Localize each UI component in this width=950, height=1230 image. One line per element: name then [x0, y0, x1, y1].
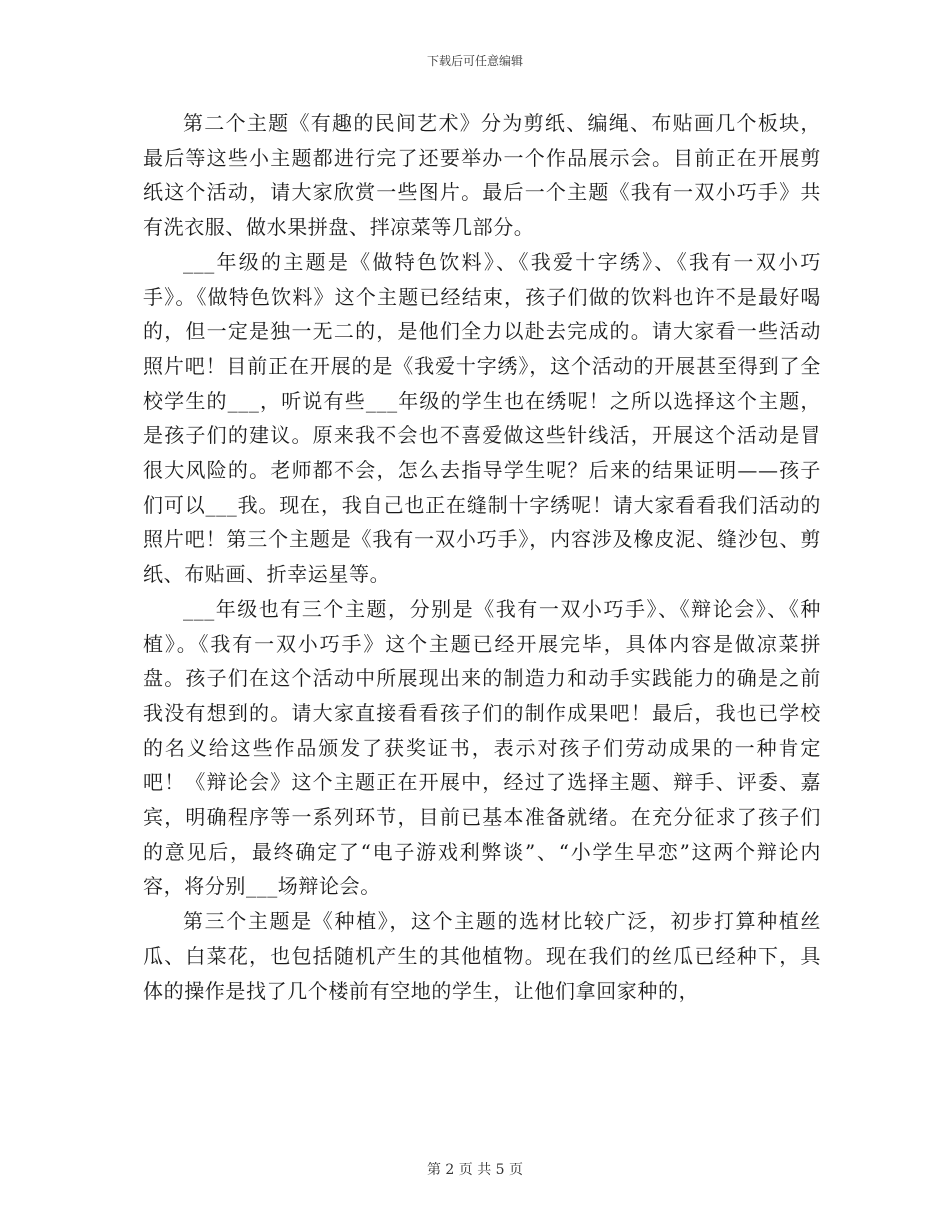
- paragraph-1: 第二个主题《有趣的民间艺术》分为剪纸、编绳、布贴画几个板块，最后等这些小主题都进行完了还要举办一个作品展示会。目前正在开展剪纸这个活动，请大家欣赏一些图片。最后一个主题《我有一双小巧手》共有洗衣服、做水果拼盘、拌凉菜等几部分。: [143, 111, 821, 240]
- document-body: [143, 106, 821, 1008]
- paragraph-2: ___年级的主题是《做特色饮料》、《我爱十字绣》、《我有一双小巧手》。《做特色饮料》这个主题已经结束，孩子们做的饮料也许不是最好喝的，但一定是独一无二的，是他们全力以赴去完成的。请大家看一些活动照片吧！目前正在开展的是《我爱十字绣》，这个活动的开展甚至得到了全校学生的___，听说有些___年级的学生也在绣呢！之所以选择这个主题，是孩子们的建议。原来我不会也不喜爱做这些针线活，开展这个活动是冒很大风险的。老师都不会，怎么去指导学生呢？后来的结果证明——孩子们可以___我。现在，我自己也正在缝制十字绣呢！请大家看看我们活动的照片吧！第三个主题是《我有一双小巧手》，内容涉及橡皮泥、缝沙包、剪纸、布贴画、折幸运星等。: [143, 249, 821, 587]
- paragraph-3: ___年级也有三个主题，分别是《我有一双小巧手》、《辩论会》、《种植》。《我有一双小巧手》这个主题已经开展完毕，具体内容是做凉菜拼盘。孩子们在这个活动中所展现出来的制造力和动手实践能力的确是之前我没有想到的。请大家直接看看孩子们的制作成果吧！最后，我也已学校的名义给这些作品颁发了获奖证书，表示对孩子们劳动成果的一种肯定吧！《辩论会》这个主题正在开展中，经过了选择主题、辩手、评委、嘉宾，明确程序等一系列环节，目前已基本准备就绪。在充分征求了孩子们的意见后，最终确定了“电子游戏利弊谈”、“小学生早恋”这两个辩论内容，将分别___场辩论会。: [143, 596, 821, 899]
- page-number: 第 2 页 共 5 页: [426, 1162, 524, 1178]
- page-header-note: 下载后可任意编辑: [426, 54, 523, 68]
- paragraph-4: 第三个主题是《种植》，这个主题的选材比较广泛，初步打算种植丝瓜、白菜花，也包括随机产生的其他植物。现在我们的丝瓜已经种下，具体的操作是找了几个楼前有空地的学生，让他们拿回家种的，: [143, 909, 821, 1003]
